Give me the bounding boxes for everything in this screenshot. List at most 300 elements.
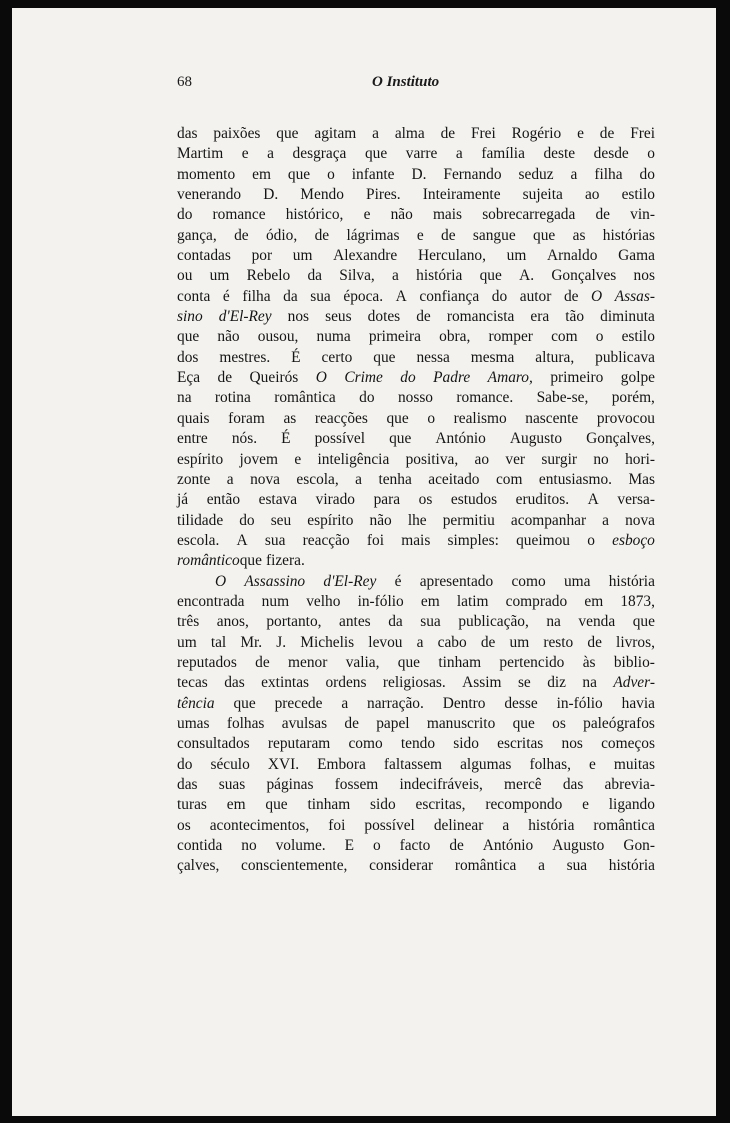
word: Queirós <box>249 369 299 387</box>
word: do <box>359 389 375 407</box>
word: extintas <box>261 674 310 692</box>
word: Augusto <box>552 837 605 855</box>
word: algumas <box>460 755 512 773</box>
word: seduz <box>518 165 554 183</box>
word: possível <box>364 816 415 834</box>
word: de <box>599 125 615 142</box>
word: que <box>239 552 262 570</box>
word: lágrimas <box>346 226 400 244</box>
word: considerar <box>369 857 434 875</box>
word: era <box>530 308 550 326</box>
word: Gonçalves <box>551 267 617 285</box>
word: A. <box>519 267 535 285</box>
word: publicação, <box>458 613 529 631</box>
word: Rogério <box>511 125 562 142</box>
word: que <box>364 145 388 163</box>
text-line <box>177 551 655 571</box>
word: em <box>226 796 246 814</box>
word: venda <box>578 613 616 631</box>
word: Dentro <box>442 694 486 712</box>
word: apresentado <box>419 572 494 590</box>
text-line <box>177 816 655 836</box>
word: de <box>587 633 602 651</box>
text-line <box>177 307 655 327</box>
word: a <box>502 816 510 834</box>
word: história <box>608 857 655 875</box>
text-line <box>177 856 655 876</box>
word: quais <box>177 409 210 427</box>
word: história <box>528 816 575 834</box>
word: das <box>562 776 584 793</box>
word: nascente <box>525 409 579 427</box>
word: Herculano, <box>417 247 486 265</box>
word: na <box>546 613 561 631</box>
word: o <box>587 531 595 549</box>
word: folhas, <box>529 755 571 773</box>
word: alma <box>394 125 425 142</box>
word: um <box>209 267 230 285</box>
word: as <box>283 409 297 427</box>
word: que <box>276 125 299 142</box>
text-line <box>177 673 655 693</box>
word: estudos <box>450 491 498 509</box>
word: confiança <box>419 287 480 305</box>
word: çalves, <box>177 857 220 875</box>
word: de <box>255 653 270 671</box>
word: sangue <box>472 226 516 244</box>
word: e <box>416 226 424 244</box>
word: começos <box>601 735 655 753</box>
word: comprado <box>505 592 568 610</box>
word: a <box>538 857 545 875</box>
word: a <box>267 145 274 163</box>
word: em <box>252 165 271 183</box>
word: que <box>373 348 396 366</box>
word: Arnaldo <box>547 247 598 265</box>
running-title: O Instituto <box>372 74 440 90</box>
word: no <box>593 450 609 468</box>
word: consultados <box>177 735 250 753</box>
word: virado <box>315 491 355 509</box>
word: romântica <box>274 389 336 407</box>
word: que <box>479 267 502 285</box>
word: os <box>418 491 433 509</box>
word: Inteiramente <box>422 186 501 204</box>
word: um <box>292 247 313 265</box>
word: tenha <box>378 470 412 488</box>
word: a <box>602 511 610 529</box>
word: romper <box>488 328 533 346</box>
word: gança, <box>177 226 217 244</box>
word: É <box>291 348 301 366</box>
word: manuscrito <box>426 714 496 732</box>
word: numa <box>316 328 351 346</box>
word: menor <box>288 653 328 671</box>
word: mestres. <box>219 348 271 366</box>
word: livros, <box>616 633 655 651</box>
word: vin- <box>630 206 655 224</box>
word: lhe <box>407 511 427 529</box>
word: reacções <box>314 409 368 427</box>
word: e <box>241 145 249 163</box>
word: nessa <box>416 348 450 366</box>
word: abrevia- <box>604 776 655 793</box>
word: da <box>283 287 298 305</box>
word: realismo <box>453 409 507 427</box>
word: que <box>386 409 409 427</box>
word: nova <box>625 511 655 529</box>
word: romance. <box>456 389 514 407</box>
word: e <box>577 125 584 142</box>
word: nova <box>250 470 280 488</box>
word: por <box>251 247 273 265</box>
word: a <box>416 633 424 651</box>
word: Adver- <box>613 674 655 692</box>
word: a <box>392 267 399 285</box>
word: que <box>533 226 556 244</box>
word: Sabe-se, <box>536 389 589 407</box>
word: Assas- <box>614 287 655 305</box>
word: foram <box>228 409 265 427</box>
word: estava <box>258 491 298 509</box>
text-line <box>177 287 655 307</box>
word: levou <box>368 633 403 651</box>
word: Michelis <box>300 633 355 651</box>
word: os <box>177 816 191 834</box>
word: entusiasmo. <box>538 470 612 488</box>
word: faltassem <box>383 755 443 773</box>
word: espírito <box>177 450 224 468</box>
word: encontrada <box>177 592 245 610</box>
word: em <box>420 592 440 610</box>
word: tilidade <box>177 511 224 529</box>
word: desgraça <box>292 145 347 163</box>
word: de <box>595 206 611 224</box>
text-line <box>177 185 655 205</box>
word: A <box>587 491 599 509</box>
word: e <box>363 206 371 224</box>
word: Eça <box>177 369 201 387</box>
word: foi <box>366 531 384 549</box>
word: acontecimentos, <box>209 816 310 834</box>
word: antes <box>339 613 371 631</box>
word: ordens <box>325 674 367 692</box>
word: simples: <box>447 531 499 549</box>
word: não <box>390 206 413 224</box>
word: é <box>222 287 230 305</box>
word: sido <box>370 796 396 814</box>
word: Assim <box>462 674 502 692</box>
word: Fernando <box>443 165 502 183</box>
word: ao <box>584 186 600 204</box>
word: altura, <box>535 348 575 366</box>
word: século <box>210 755 250 773</box>
word: mercê <box>504 776 542 793</box>
word: Embora <box>317 755 366 773</box>
word: sujeita <box>522 186 563 204</box>
word: Frei <box>630 125 655 142</box>
word: biblio- <box>613 653 655 671</box>
word: reputados <box>177 653 237 671</box>
word: ódio, <box>265 226 298 244</box>
word: época. <box>343 287 384 305</box>
word: do <box>400 369 416 387</box>
word: Rebelo <box>246 267 291 285</box>
word: sua <box>310 287 331 305</box>
word: filha <box>594 165 623 183</box>
word: resto <box>543 633 574 651</box>
word: e <box>294 450 302 468</box>
word: acompanhar <box>510 511 587 529</box>
word: é <box>394 572 402 590</box>
word: 1873, <box>620 592 655 610</box>
word: romance <box>212 206 266 224</box>
page-header <box>167 74 655 94</box>
word: versa- <box>617 491 655 509</box>
word: provocou <box>596 409 655 427</box>
word: as <box>572 226 586 244</box>
word: Assassino <box>244 572 306 590</box>
word: D. <box>411 165 427 183</box>
text-line <box>177 775 655 795</box>
word: pertencido <box>499 653 565 671</box>
word: suas <box>218 776 246 793</box>
word: Gon- <box>623 837 655 855</box>
word: Gonçalves, <box>586 430 655 448</box>
document-page <box>12 8 716 1116</box>
word: recompondo <box>485 796 563 814</box>
word: turas <box>177 796 207 814</box>
word: do <box>491 287 508 305</box>
word: nós. <box>231 430 258 448</box>
text-line <box>177 612 655 632</box>
word: como <box>511 572 546 590</box>
word: possível <box>314 430 366 448</box>
text-line <box>177 409 655 429</box>
text-line <box>177 531 655 551</box>
text-line <box>177 490 655 510</box>
word: tinham <box>307 796 351 814</box>
word: J. <box>276 633 287 651</box>
word: que <box>389 430 412 448</box>
word: nos <box>561 735 583 753</box>
word: Frei <box>470 125 496 142</box>
word: que <box>397 653 421 671</box>
word: porém, <box>611 389 655 407</box>
text-line <box>177 450 655 470</box>
word: uma <box>563 572 591 590</box>
word: páginas <box>266 776 314 793</box>
word: António <box>482 837 534 855</box>
word: agitam <box>314 125 357 142</box>
word: de <box>563 287 579 305</box>
word: diminuta <box>600 308 655 326</box>
word: no <box>241 837 257 855</box>
word: publicava <box>595 348 655 366</box>
word: d'El-Rey <box>218 308 272 326</box>
word: de <box>314 226 330 244</box>
text-line <box>177 734 655 754</box>
word: ao <box>474 450 490 468</box>
word: desde <box>593 145 629 163</box>
word: sua <box>566 857 588 875</box>
word: indecifráveis, <box>399 776 483 793</box>
word: velho <box>306 592 341 610</box>
word: primeiro <box>550 369 604 387</box>
word: papel <box>376 714 410 732</box>
text-line <box>177 755 655 775</box>
word: paleógrafos <box>583 714 655 732</box>
word: romântica <box>593 816 655 834</box>
word: histórias <box>602 226 655 244</box>
word: mais <box>401 531 431 549</box>
word: de <box>449 837 464 855</box>
word: não <box>217 328 240 346</box>
word: Padre <box>433 369 471 387</box>
text-line <box>177 511 655 531</box>
word: folhas <box>226 714 265 732</box>
word: momento <box>177 165 236 183</box>
word: Augusto <box>509 430 563 448</box>
word: sua <box>420 613 441 631</box>
word: mais <box>432 206 463 224</box>
word: Pires. <box>366 186 401 204</box>
word: paixões <box>213 125 261 142</box>
word: família <box>481 145 525 163</box>
word: sido <box>453 735 479 753</box>
word: para <box>373 491 401 509</box>
word: delinear <box>433 816 484 834</box>
word: tinham <box>438 653 482 671</box>
word: primeira <box>368 328 421 346</box>
word: como <box>348 735 383 753</box>
word: conscientemente, <box>240 857 348 875</box>
word: António <box>435 430 486 448</box>
word: escritas, <box>415 796 466 814</box>
word: infante <box>351 165 395 183</box>
word: dos <box>177 348 199 366</box>
word: permitiu <box>442 511 495 529</box>
word: que <box>265 796 288 814</box>
word: mesma <box>470 348 515 366</box>
word: eruditos. <box>515 491 570 509</box>
word: se <box>517 674 531 692</box>
word: ligando <box>608 796 655 814</box>
word: do <box>639 165 655 183</box>
text-line <box>177 266 655 286</box>
word: de <box>234 226 249 244</box>
word: Mr. <box>240 633 263 651</box>
word: sua <box>264 531 286 549</box>
word: positiva, <box>405 450 459 468</box>
text-line <box>177 348 655 368</box>
word: E <box>344 837 354 855</box>
word: história <box>416 267 463 285</box>
word: de <box>440 125 456 142</box>
word: tecas <box>177 674 208 692</box>
text-line <box>177 795 655 815</box>
word: latim <box>456 592 489 610</box>
word: in-fólio <box>357 592 404 610</box>
word: então <box>206 491 241 509</box>
word: a <box>372 125 379 142</box>
word: umas <box>177 714 210 732</box>
word: com <box>495 470 523 488</box>
word: que <box>233 694 256 712</box>
word: a <box>355 470 363 488</box>
word: golpe <box>620 369 655 387</box>
text-line <box>177 633 655 653</box>
text-line <box>177 124 655 144</box>
word: filha <box>242 287 271 305</box>
word: das <box>177 125 198 142</box>
word: na <box>582 674 597 692</box>
word: às <box>582 653 596 671</box>
word: não <box>369 511 392 529</box>
word: certo <box>321 348 353 366</box>
word: tendo <box>400 735 436 753</box>
word: um <box>177 633 197 651</box>
word: nos <box>287 308 310 326</box>
word: fossem <box>334 776 379 793</box>
word: a <box>341 694 349 712</box>
word: reputaram <box>267 735 331 753</box>
word: precede <box>274 694 323 712</box>
text-line <box>177 714 655 734</box>
word: seus <box>325 308 352 326</box>
page-number: 68 <box>177 74 192 90</box>
text-line <box>177 694 655 714</box>
word: narração. <box>367 694 424 712</box>
word: cabo <box>437 633 467 651</box>
word: venerando <box>177 186 242 204</box>
word: estilo <box>621 186 655 204</box>
word: com <box>551 328 578 346</box>
word: D. <box>263 186 279 204</box>
word: histórico, <box>285 206 344 224</box>
word: havia <box>621 694 655 712</box>
word: num <box>261 592 290 610</box>
word: que <box>287 165 311 183</box>
word: tal <box>210 633 227 651</box>
word: que <box>512 714 535 732</box>
word: contida <box>177 837 223 855</box>
text-line <box>177 470 655 490</box>
word: e <box>588 755 596 773</box>
text-line <box>177 836 655 856</box>
word: esboço <box>612 531 655 549</box>
word: autor <box>519 287 552 305</box>
word: Alexandre <box>333 247 398 265</box>
word: obra, <box>439 328 471 346</box>
word: Silva, <box>339 267 375 285</box>
word: in-fólio <box>556 694 603 712</box>
word: jovem <box>239 450 278 468</box>
word: aceitado <box>428 470 480 488</box>
word: foi <box>328 816 346 834</box>
word: do <box>239 511 255 529</box>
text-line <box>177 246 655 266</box>
word: A <box>395 287 407 305</box>
word: ou <box>177 267 193 285</box>
word: desse <box>504 694 538 712</box>
word: anos, <box>216 613 249 631</box>
word: varre <box>405 145 438 163</box>
text-line <box>177 327 655 347</box>
word: romancista <box>446 308 515 326</box>
word: das <box>224 674 245 692</box>
word: fizera. <box>265 552 305 570</box>
